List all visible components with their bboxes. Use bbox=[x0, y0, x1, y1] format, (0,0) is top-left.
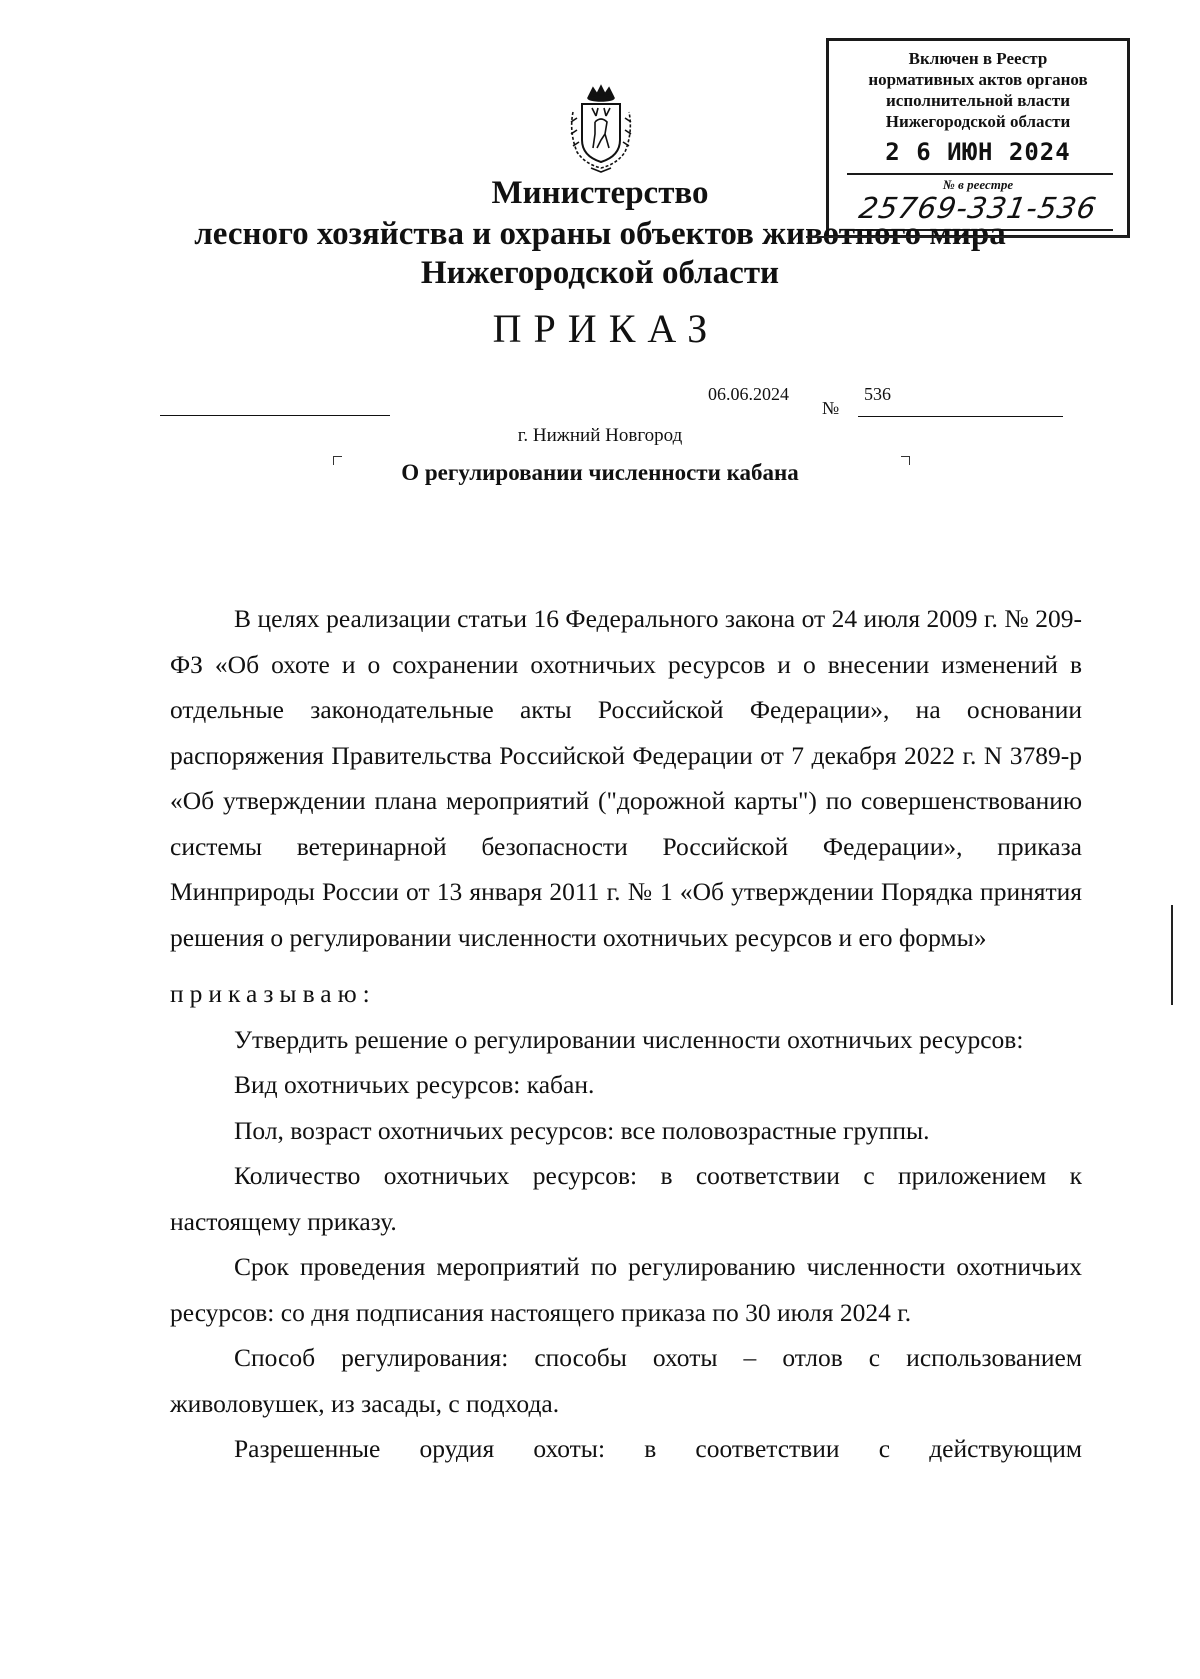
ministry-region: Нижегородской области bbox=[420, 255, 780, 291]
stamp-text bbox=[829, 48, 1127, 132]
stamp-regno-label: № в реестре bbox=[942, 177, 1014, 192]
city: г. Нижний Новгород bbox=[517, 425, 683, 446]
order-item: Способ регулирования: способы охоты – отлов с использованием живоловушек, из засады, с подхода. bbox=[170, 1343, 1082, 1418]
order-item: Срок проведения мероприятий по регулированию численности охотничьих ресурсов: со дня подписания настоящего приказа по 30 июля 2024 г. bbox=[170, 1252, 1082, 1327]
order-item: Пол, возраст охотничьих ресурсов: все половозрастные группы. bbox=[234, 1115, 930, 1145]
stamp-line: исполнительной власти bbox=[886, 91, 1070, 110]
decree-word: приказываю: bbox=[170, 979, 376, 1008]
coat-of-arms-icon bbox=[565, 82, 637, 174]
stamp-regno: 25769-331-536 bbox=[856, 191, 1100, 225]
order-number-sign: № bbox=[822, 398, 840, 418]
stamp-line: Включен в Реестр bbox=[908, 49, 1048, 68]
order-item: Разрешенные орудия охоты: в соответствии с действующим bbox=[234, 1434, 1082, 1463]
number-underline bbox=[858, 416, 1063, 417]
order-item: Количество охотничьих ресурсов: в соответствии с приложением к настоящему приказу. bbox=[170, 1161, 1082, 1236]
stamp-strike-line bbox=[806, 236, 1128, 238]
ministry-name: лесного хозяйства и охраны объектов животного мира bbox=[194, 216, 1006, 252]
ministry-name: Министерство bbox=[491, 175, 709, 211]
order-number: 536 bbox=[864, 384, 891, 404]
order-item: Вид охотничьих ресурсов: кабан. bbox=[234, 1070, 595, 1099]
stamp-line: нормативных актов органов bbox=[868, 70, 1088, 89]
document-type: ПРИКАЗ bbox=[492, 306, 720, 351]
preamble: В целях реализации статьи 16 Федерального закона от 24 июля 2009 г. № 209-ФЗ «Об охоте и о сохранении охотничьих ресурсов и о внесении изменений в отдельные законодательные акты Российской Федерации», на основании распоряжения Правительства Российской Федерации от 7 декабря 2022 г. N 3789-р «Об утверждении плана мероприятий ("дорожной карты") по совершенствованию системы ветеринарной безопасности Российской Федерации», приказа Минприроды России от 13 января 2011 г. № 1 «Об утверждении Порядка принятия решения о регулировании численности охотничьих ресурсов и его формы» bbox=[170, 604, 1082, 952]
order-subject: О регулировании численности кабана bbox=[401, 460, 799, 485]
date-underline bbox=[160, 415, 390, 416]
margin-mark bbox=[1171, 905, 1173, 1005]
stamp-line: Нижегородской области bbox=[885, 112, 1071, 131]
stamp-date: 2 6 ИЮН 2024 bbox=[885, 138, 1071, 166]
order-item: Утвердить решение о регулировании численности охотничьих ресурсов: bbox=[234, 1024, 1024, 1054]
order-body bbox=[170, 596, 1082, 1472]
order-date: 06.06.2024 bbox=[708, 384, 789, 404]
